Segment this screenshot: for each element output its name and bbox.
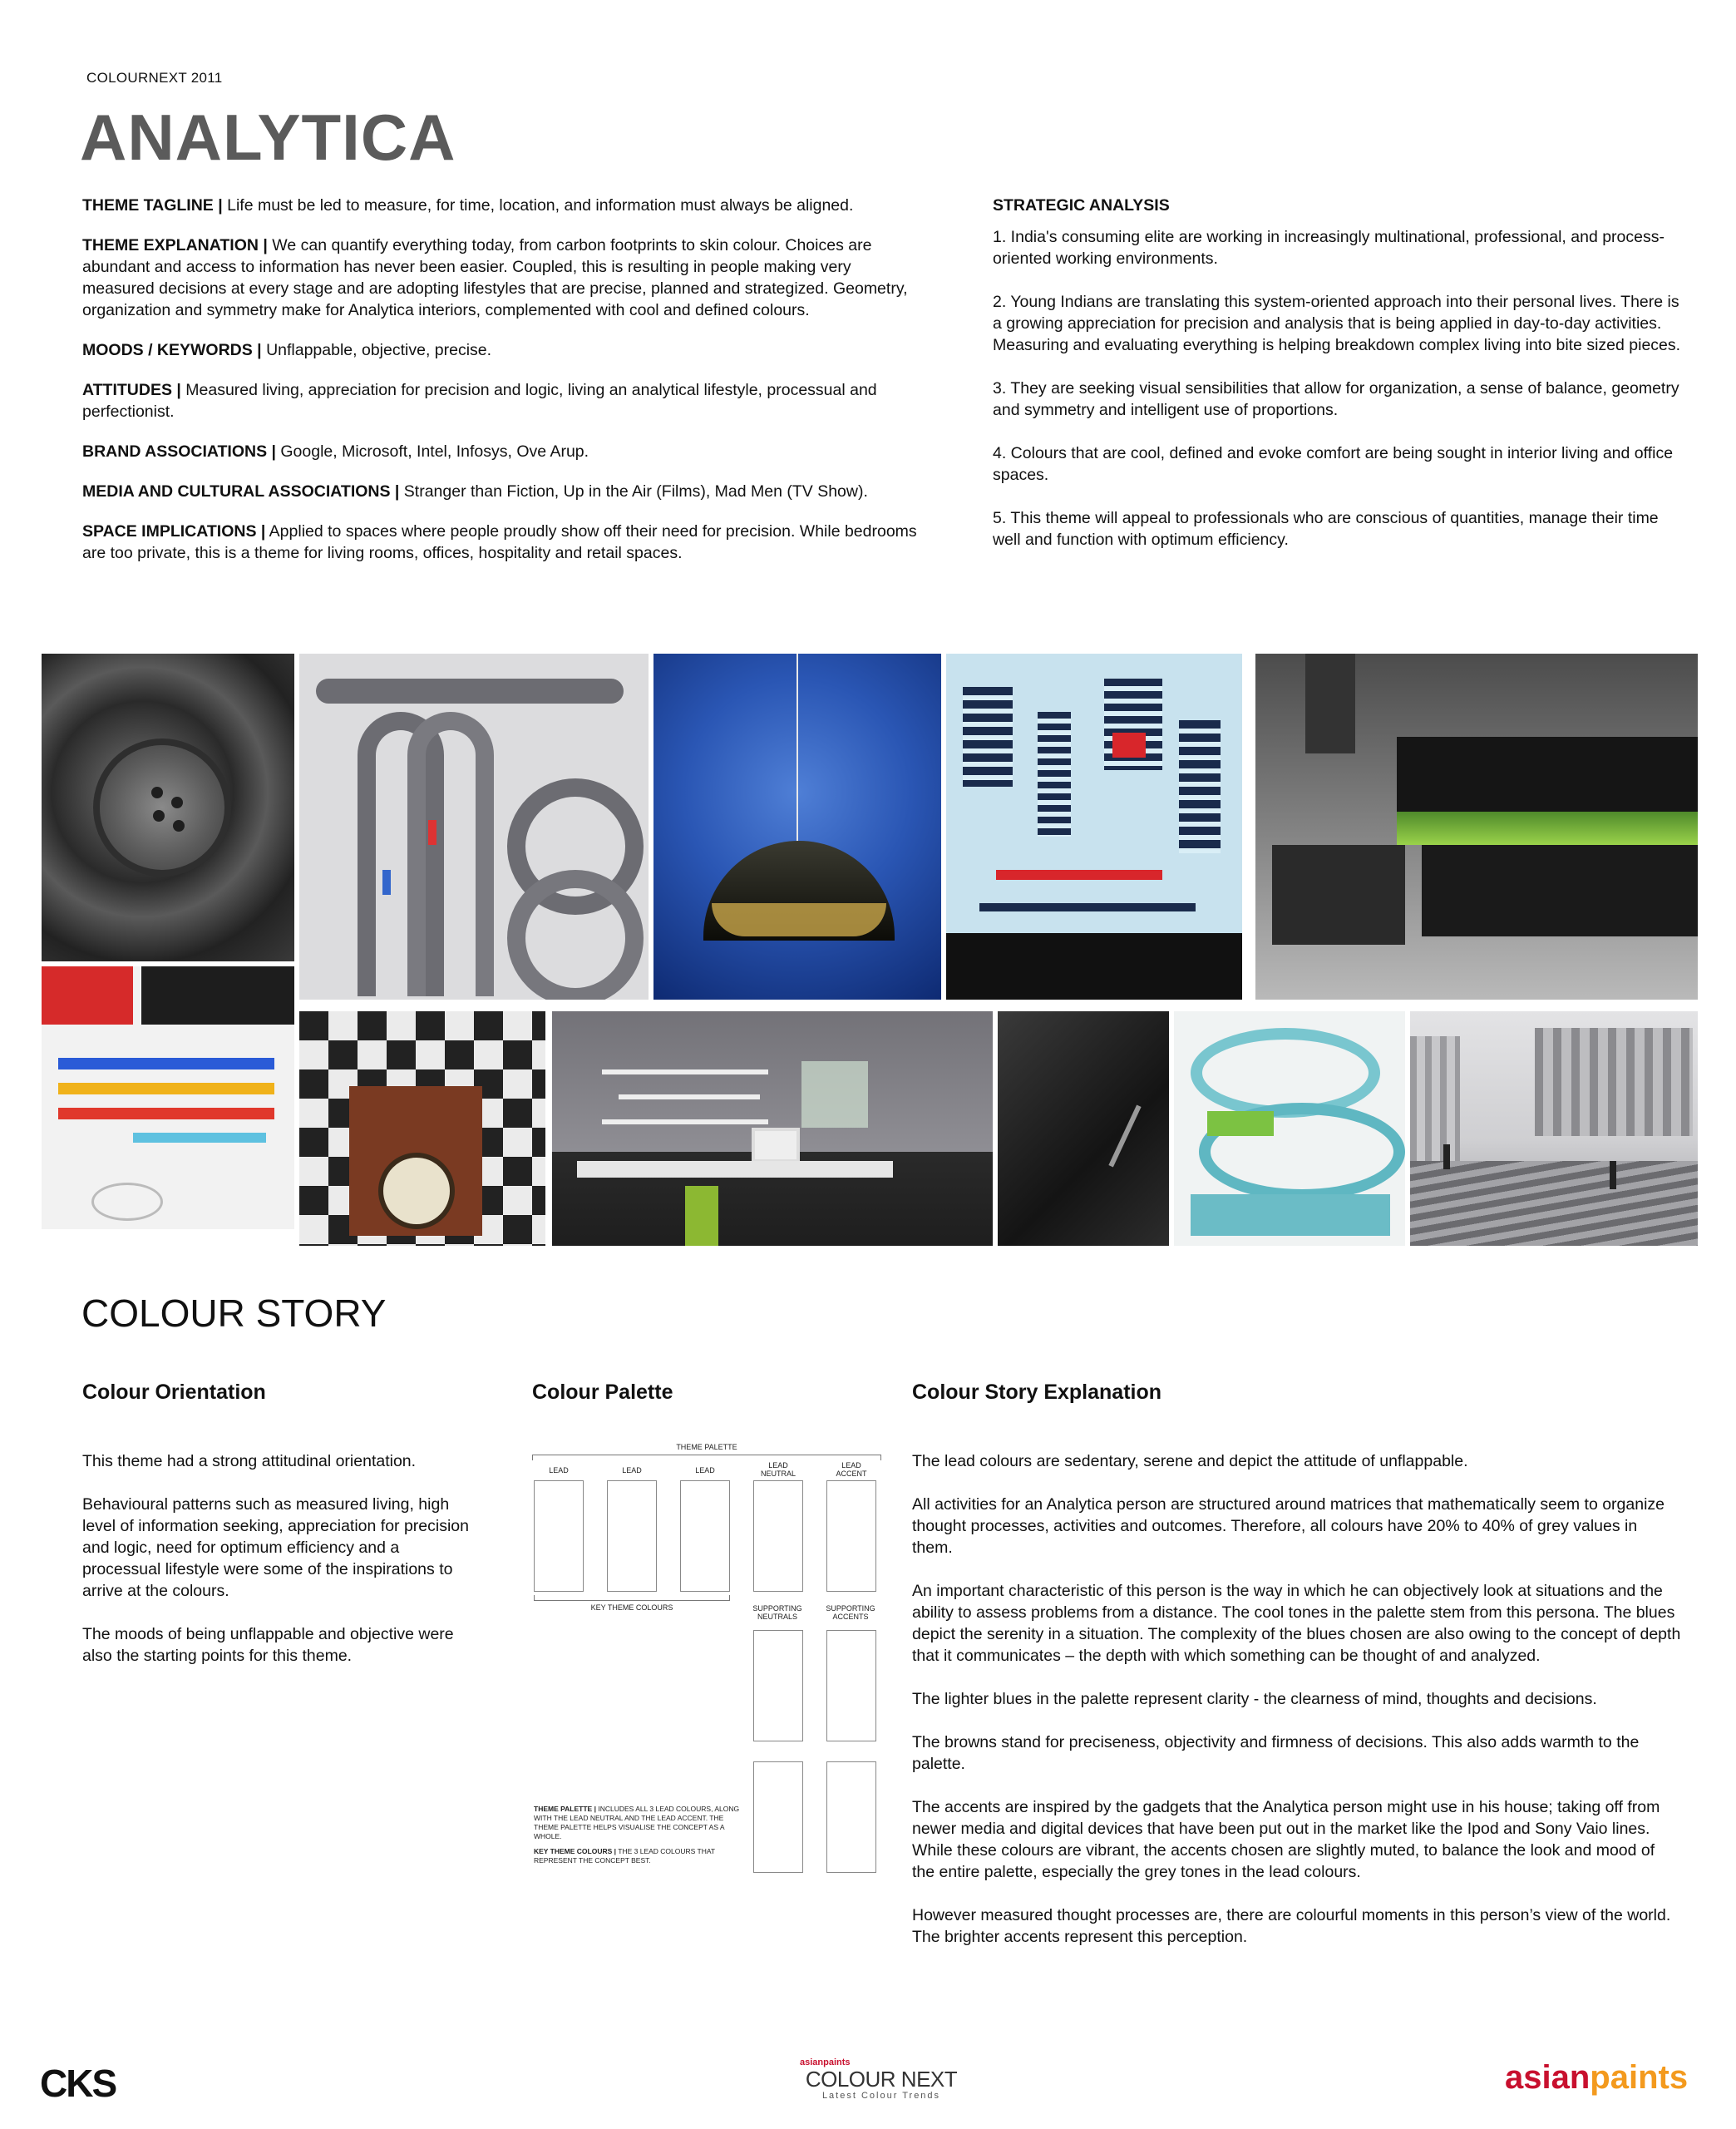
explanation-para: All activities for an Analytica person are structured around matrices that mathematically seem to organize thought processes, activities and outcomes. Therefore, all colours have 20% to 40% of grey values in them. [912, 1495, 1665, 1557]
colour-story-title: COLOUR STORY [81, 1292, 387, 1335]
lead-label: LEAD [622, 1466, 642, 1474]
strategic-item: 4. Colours that are cool, defined and evoke comfort are being sought in interior living and office spaces. [993, 444, 1674, 484]
lead-swatch [607, 1480, 657, 1592]
theme-explanation: THEME EXPLANATION | We can quantify everything today, from carbon footprints to skin colour. Choices are abundant and access to information has never been easier. Coupled, this is resulting in people making very measured decisions at every stage and are adopting lifestyles that are precise, planned and strategized. Geometry, organization and symmetry make for Analytica interiors, complemented with cool and defined colours. [82, 236, 908, 319]
theme-description [82, 195, 947, 582]
colour-next-logo [798, 2057, 964, 2101]
brand-associations: BRAND ASSOCIATIONS | Google, Microsoft, Intel, Infosys, Ove Arup. [82, 442, 589, 461]
key-theme-colours-label: KEY THEME COLOURS [590, 1603, 673, 1612]
photo-checkered-clock [299, 1011, 545, 1246]
supporting-accent-swatch [826, 1630, 876, 1741]
supporting-accents-label: SUPPORTING ACCENTS [826, 1604, 875, 1621]
palette-template [532, 1443, 881, 1875]
supporting-accent-swatch [826, 1761, 876, 1873]
colour-next-brand: asianpaints [800, 2057, 851, 2067]
cks-logo: CKS [40, 2062, 116, 2105]
photo-button-closeup [42, 654, 294, 961]
colour-next-tagline: Latest Colour Trends [821, 2091, 941, 2101]
palette-notes: THEME PALETTE | INCLUDES ALL 3 LEAD COLOURS, ALONG WITH THE LEAD NEUTRAL AND THE LEAD ACCENT. THE THEME PALETTE HELPS VISUALISE THE CONCEPT AS A WHOLE. KEY THEME COLOURS | THE 3 LEAD COLOURS THAT REPRESENT THE CONCEPT BEST. [534, 1805, 740, 1865]
theme-palette-label: THEME PALETTE [676, 1443, 737, 1451]
colour-palette-heading: Colour Palette [532, 1381, 673, 1404]
theme-tagline: THEME TAGLINE | Life must be led to measure, for time, location, and information must always be aligned. [82, 196, 854, 215]
colour-orientation-text [82, 1450, 473, 1688]
lead-accent-label: LEAD ACCENT [836, 1461, 867, 1478]
photo-race-track-letters [299, 654, 649, 1000]
photo-pendant-lamp [653, 654, 941, 1000]
explanation-para: The accents are inspired by the gadgets that the Analytica person might use in his house; taking off from newer media and digital devices that have been put out in the market like the Ipod and Sony Vaio lines. While these colours are vibrant, the accents chosen are slightly muted, to balance the look and mood of the entire palette, especially the grey tones in the lead colours. [912, 1798, 1660, 1881]
attitudes: ATTITUDES | Measured living, appreciation for precision and logic, living an analytical lifestyle, processual and perfectionist. [82, 381, 877, 421]
photo-office-workstations [1174, 1011, 1405, 1246]
orientation-para: This theme had a strong attitudinal orientation. [82, 1452, 417, 1470]
colour-explanation-text [912, 1450, 1681, 1969]
explanation-para: The browns stand for preciseness, objectivity and firmness of decisions. This also adds warmth to the palette. [912, 1733, 1640, 1773]
lead-label: LEAD [549, 1466, 569, 1474]
lead-neutral-label: LEAD NEUTRAL [760, 1461, 796, 1478]
strategic-analysis [993, 195, 1683, 572]
strategic-item: 1. India's consuming elite are working in increasingly multinational, professional, and process-oriented working environments. [993, 228, 1664, 268]
asian-paints-logo-asian: asian [1505, 2059, 1591, 2096]
page-title: ANALYTICA [80, 101, 456, 174]
supporting-neutral-swatch [753, 1630, 803, 1741]
photo-colourful-desk [42, 966, 294, 1229]
orientation-para: Behavioural patterns such as measured living, high level of information seeking, appreciation for precision and logic, need for optimum efficiency and a processual lifestyle were some of the inspirations to arrive at the colours. [82, 1495, 470, 1600]
event-label: COLOURNEXT 2011 [86, 70, 223, 86]
photo-leather-bag [998, 1011, 1169, 1246]
strategic-item: 3. They are seeking visual sensibilities that allow for organization, a sense of balance, geometry and symmetry and intelligent use of proportions. [993, 379, 1679, 419]
photo-modern-kitchen [1255, 654, 1698, 1000]
moods-keywords: MOODS / KEYWORDS | Unflappable, objective, precise. [82, 341, 492, 359]
explanation-para: An important characteristic of this person is the way in which he can objectively look at situations and the ability to assess problems from a distance. The cool tones in the palette stem from this persona. The blues depict the serenity in a situation. The complexity of the blues chosen are also owing to the concept of depth that it communicates – the depth with which something can be thought of and analyzed. [912, 1582, 1681, 1665]
lead-label: LEAD [695, 1466, 715, 1474]
explanation-para: The lighter blues in the palette represent clarity - the clearness of mind, thoughts and decisions. [912, 1690, 1597, 1708]
strategic-analysis-title: STRATEGIC ANALYSIS [993, 196, 1170, 215]
lead-swatch [680, 1480, 730, 1592]
lead-neutral-swatch [753, 1480, 803, 1592]
strategic-item: 2. Young Indians are translating this system-oriented approach into their personal lives. There is a growing appreciation for precision and analysis that is being applied in day-to-day activities. Measuring and evaluating everything is helping breakdown complex living into bite sized pieces. [993, 293, 1681, 354]
media-associations: MEDIA AND CULTURAL ASSOCIATIONS | Stranger than Fiction, Up in the Air (Films), Mad Men (TV Show). [82, 482, 868, 501]
supporting-neutral-swatch [753, 1761, 803, 1873]
photo-city-plaza [1410, 1011, 1698, 1246]
colour-orientation-heading: Colour Orientation [82, 1381, 266, 1404]
asian-paints-logo [1505, 2059, 1688, 2097]
lead-accent-swatch [826, 1480, 876, 1592]
colour-explanation-heading: Colour Story Explanation [912, 1381, 1162, 1404]
photo-living-room-shelves [552, 1011, 993, 1246]
explanation-para: However measured thought processes are, there are colourful moments in this person’s view of the world. The brighter accents represent this perception. [912, 1906, 1671, 1946]
photo-infographic-city [946, 654, 1242, 1000]
lead-swatch [534, 1480, 584, 1592]
orientation-para: The moods of being unflappable and objective were also the starting points for this theme. [82, 1625, 454, 1665]
space-implications: SPACE IMPLICATIONS | Applied to spaces where people proudly show off their need for precision. While bedrooms are too private, this is a theme for living rooms, offices, hospitality and retail spaces. [82, 522, 917, 562]
colour-next-name: COLOUR NEXT [805, 2067, 958, 2092]
asian-paints-logo-paints: paints [1590, 2059, 1689, 2096]
explanation-para: The lead colours are sedentary, serene and depict the attitude of unflappable. [912, 1452, 1468, 1470]
key-colours-bracket [534, 1595, 730, 1601]
supporting-neutrals-label: SUPPORTING NEUTRALS [752, 1604, 802, 1621]
theme-palette-bracket [532, 1455, 881, 1460]
strategic-item: 5. This theme will appeal to professionals who are conscious of quantities, manage their time well and function with optimum efficiency. [993, 509, 1659, 549]
